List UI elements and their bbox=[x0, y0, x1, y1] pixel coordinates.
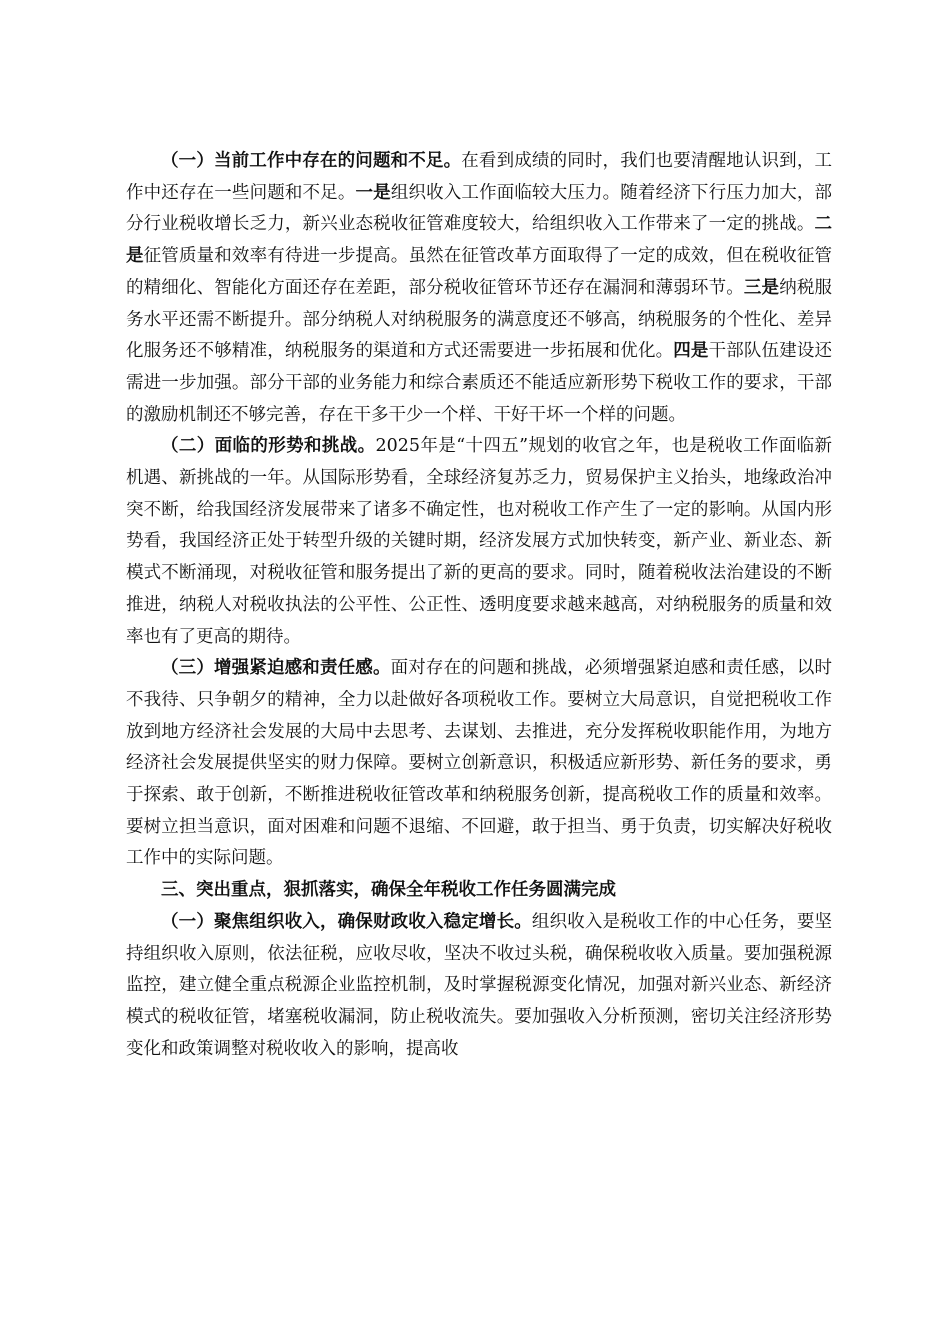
section-heading: 三、突出重点，狠抓落实，确保全年税收工作任务圆满完成 bbox=[161, 880, 616, 901]
ordinal-marker: 三是 bbox=[743, 277, 780, 298]
paragraph-text: 征管质量和效率有待进一步提高。虽然在征管改革方面取得了一定的成效，但在税收征管的精细化、智能化方面还存在差距，部分税收征管环节还存在漏洞和薄弱环节。 bbox=[126, 246, 832, 298]
paragraph-problems bbox=[126, 146, 832, 431]
paragraph-text: 组织收入是税收工作的中心任务，要坚持组织收入原则，依法征税，应收尽收，坚决不收过头税，确保税收收入质量。要加强税源监控，建立健全重点税源企业监控机制，及时掌握税源变化情况，加强对新兴业态、新经济模式的税收征管，堵塞税收漏洞，防止税收流失。要加强收入分析预测，密切关注经济形势变化和政策调整对税收收入的影响，提高收 bbox=[126, 911, 832, 1059]
paragraph-text: 干部队伍建设还需进一步加强。部分干部的业务能力和综合素质还不能适应新形势下税收工作的要求，干部的激励机制还不够完善，存在干多干少一个样、干好干坏一个样的问题。 bbox=[126, 341, 833, 425]
paragraph-revenue bbox=[126, 907, 832, 1066]
paragraph-text: 纳税服务水平还需不断提升。部分纳税人对纳税服务的满意度还不够高，纳税服务的个性化、差异化服务还不够精准，纳税服务的渠道和方式还需要进一步拓展和优化。 bbox=[126, 277, 833, 362]
ordinal-marker: 四是 bbox=[673, 341, 709, 362]
paragraph-text: 组织收入工作面临较大压力。随着经济下行压力加大，部分行业税收增长乏力，新兴业态税收征管难度较大，给组织收入工作带来了一定的挑战。 bbox=[126, 182, 833, 235]
paragraph-text: 在看到成绩的同时，我们也要清醒地认识到，工作中还存在一些问题和不足。 bbox=[126, 151, 833, 203]
document-body bbox=[126, 146, 832, 1065]
paragraph-situation bbox=[126, 431, 832, 653]
paragraph-heading: （一）聚焦组织收入，确保财政收入稳定增长。 bbox=[161, 911, 532, 932]
ordinal-marker: 一是 bbox=[355, 182, 391, 203]
paragraph-urgency bbox=[126, 653, 832, 875]
paragraph-text: 2025年是“十四五”规划的收官之年，也是税收工作面临新机遇、新挑战的一年。从国际形势看，全球经济复苏乏力，贸易保护主义抬头，地缘政治冲突不断，给我国经济发展带来了诸多不确定性，也对税收工作产生了一定的影响。从国内形势看，我国经济正处于转型升级的关键时期，经济发展方式加快转变，新产业、新业态、新模式不断涌现，对税收征管和服务提出了新的更高的要求。同时，随着税收法治建设的不断推进，纳税人对税收执法的公平性、公正性、透明度要求越来越高，对纳税服务的质量和效率也有了更高的期待。 bbox=[126, 436, 833, 647]
paragraph-heading: （二）面临的形势和挑战。 bbox=[161, 436, 376, 457]
ordinal-marker: 二是 bbox=[126, 214, 832, 267]
paragraph-text: 面对存在的问题和挑战，必须增强紧迫感和责任感，以时不我待、只争朝夕的精神，全力以赴做好各项税收工作。要树立大局意识，自觉把税收工作放到地方经济社会发展的大局中去思考、去谋划、去推进，充分发挥税收职能作用，为地方经济社会发展提供坚实的财力保障。要树立创新意识，积极适应新形势、新任务的要求，勇于探索、敢于创新，不断推进税收征管改革和纳税服务创新，提高税收工作的质量和效率。要树立担当意识，面对困难和问题不退缩、不回避，敢于担当、勇于负责，切实解决好税收工作中的实际问题。 bbox=[126, 658, 832, 869]
paragraph-heading: （一）当前工作中存在的问题和不足。 bbox=[161, 151, 462, 171]
paragraph-heading: （三）增强紧迫感和责任感。 bbox=[161, 658, 391, 679]
